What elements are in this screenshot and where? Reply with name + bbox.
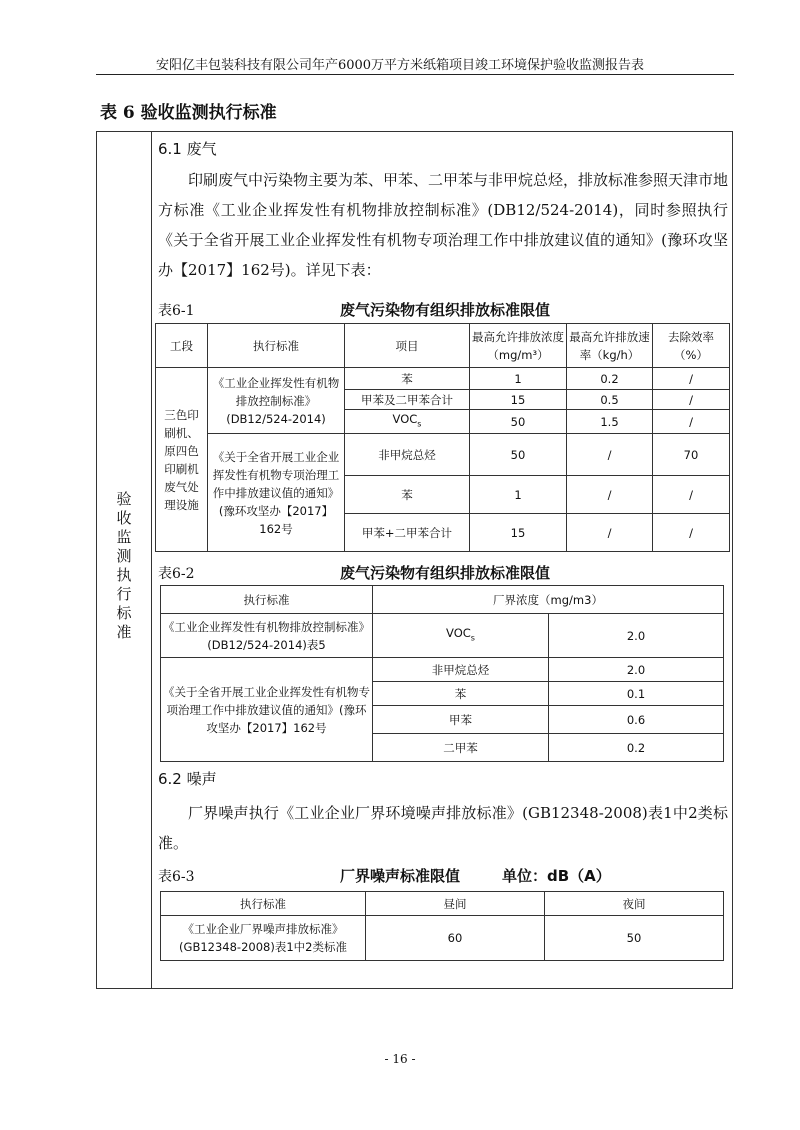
value-cell: 15 <box>470 514 567 552</box>
side-label: 验 收 监 测 执 行 标 准 <box>116 490 132 641</box>
value-cell: 50 <box>470 410 567 434</box>
table-6-3-unit: 单位：dB（A） <box>502 867 611 885</box>
value-cell: 0.2 <box>549 734 724 762</box>
value-cell: 50 <box>545 916 724 961</box>
item-cell: 二甲苯 <box>373 734 549 762</box>
value-cell: 2.0 <box>549 658 724 682</box>
table-6-1 <box>155 323 730 552</box>
frame-divider <box>151 131 152 989</box>
value-cell: / <box>567 514 653 552</box>
table-row <box>161 916 724 961</box>
item-cell: 甲苯 <box>373 706 549 734</box>
header-cell: 执行标准 <box>208 324 345 368</box>
value-cell: / <box>653 514 730 552</box>
value-cell: / <box>653 476 730 514</box>
table-row <box>156 368 730 390</box>
header-cell: 执行标准 <box>161 892 366 916</box>
section-heading-waste-gas: 6.1 废气 <box>158 140 217 158</box>
value-cell: 60 <box>366 916 545 961</box>
header-cell: 昼间 <box>366 892 545 916</box>
table-6-2-label: 表6-2 <box>158 566 195 582</box>
item-cell: 苯 <box>345 368 470 390</box>
value-cell: 0.5 <box>567 390 653 410</box>
header-cell: 最高允许排放速率（kg/h） <box>567 324 653 368</box>
value-cell: / <box>567 476 653 514</box>
value-cell: 50 <box>470 434 567 476</box>
value-cell: / <box>653 390 730 410</box>
page-header: 安阳亿丰包装科技有限公司年产6000万平方米纸箱项目竣工环境保护验收监测报告表 <box>155 58 645 73</box>
value-cell: 1 <box>470 476 567 514</box>
noise-paragraph: 厂界噪声执行《工业企业厂界环境噪声排放标准》(GB12348-2008)表1中2类标准。 <box>158 804 728 852</box>
table-6-2-title: 废气污染物有组织排放标准限值 <box>340 564 551 582</box>
value-cell: 0.6 <box>549 706 724 734</box>
header-cell: 去除效率（%） <box>653 324 730 368</box>
header-cell: 夜间 <box>545 892 724 916</box>
table-6-3-label: 表6-3 <box>158 869 195 885</box>
item-cell: $VOC_s$ <box>345 410 470 434</box>
header-cell: 执行标准 <box>161 586 373 614</box>
value-cell: 1 <box>470 368 567 390</box>
header-rule <box>96 74 734 75</box>
item-cell: 甲苯及二甲苯合计 <box>345 390 470 410</box>
item-cell: $VOC_s$ <box>373 614 549 658</box>
page-number: - 16 - <box>384 1052 416 1066</box>
item-cell: 苯 <box>345 476 470 514</box>
item-cell: 甲苯+二甲苯合计 <box>345 514 470 552</box>
standard-cell: 《工业企业挥发性有机物排放控制标准》(DB12/524-2014)表5 <box>161 614 373 658</box>
table-6-1-label: 表6-1 <box>158 303 195 319</box>
standard-cell: 《工业企业厂界噪声排放标准》(GB12348-2008)表1中2类标准 <box>161 916 366 961</box>
waste-gas-paragraph: 印刷废气中污染物主要为苯、甲苯、二甲苯与非甲烷总烃，排放标准参照天津市地方标准《工业企业挥发性有机物排放控制标准》(DB12/524-2014)，同时参照执行《关于全省开展工业企业挥发性有机物专项治理工作中排放建议值的通知》(豫环攻坚办【2017】162号)。详见下表： <box>158 171 729 279</box>
table-header-row <box>161 586 724 614</box>
table-6-3-title: 厂界噪声标准限值 <box>340 867 461 885</box>
value-cell: 1.5 <box>567 410 653 434</box>
header-cell: 工段 <box>156 324 208 368</box>
section-heading-noise: 6.2 噪声 <box>158 770 217 788</box>
table-header-row <box>161 892 724 916</box>
value-cell: / <box>567 434 653 476</box>
item-cell: 非甲烷总烃 <box>345 434 470 476</box>
item-cell: 非甲烷总烃 <box>373 658 549 682</box>
table-row <box>161 614 724 658</box>
header-cell: 最高允许排放浓度（mg/m³） <box>470 324 567 368</box>
table-6-2 <box>160 585 724 762</box>
section-cell: 三色印刷机、原四色印刷机废气处理设施 <box>156 368 208 552</box>
table-header-row <box>156 324 730 368</box>
value-cell: / <box>653 368 730 390</box>
table-row <box>161 658 724 682</box>
table-6-1-title: 废气污染物有组织排放标准限值 <box>340 301 551 319</box>
standard-cell: 《关于全省开展工业企业挥发性有机物专项治理工作中排放建议值的通知》(豫环攻坚办【2017】162号 <box>208 434 345 552</box>
table-6-3 <box>160 891 724 961</box>
page-title: 表 6 验收监测执行标准 <box>100 103 277 123</box>
value-cell: / <box>653 410 730 434</box>
value-cell: 0.2 <box>567 368 653 390</box>
table-row <box>156 434 730 476</box>
value-cell: 0.1 <box>549 682 724 706</box>
value-cell: 70 <box>653 434 730 476</box>
standard-cell: 《关于全省开展工业企业挥发性有机物专项治理工作中排放建议值的通知》(豫环攻坚办【2017】162号 <box>161 658 373 762</box>
value-cell: 2.0 <box>549 614 724 658</box>
header-cell: 厂界浓度（mg/m3） <box>373 586 724 614</box>
item-cell: 苯 <box>373 682 549 706</box>
value-cell: 15 <box>470 390 567 410</box>
header-cell: 项目 <box>345 324 470 368</box>
standard-cell: 《工业企业挥发性有机物排放控制标准》(DB12/524-2014) <box>208 368 345 434</box>
